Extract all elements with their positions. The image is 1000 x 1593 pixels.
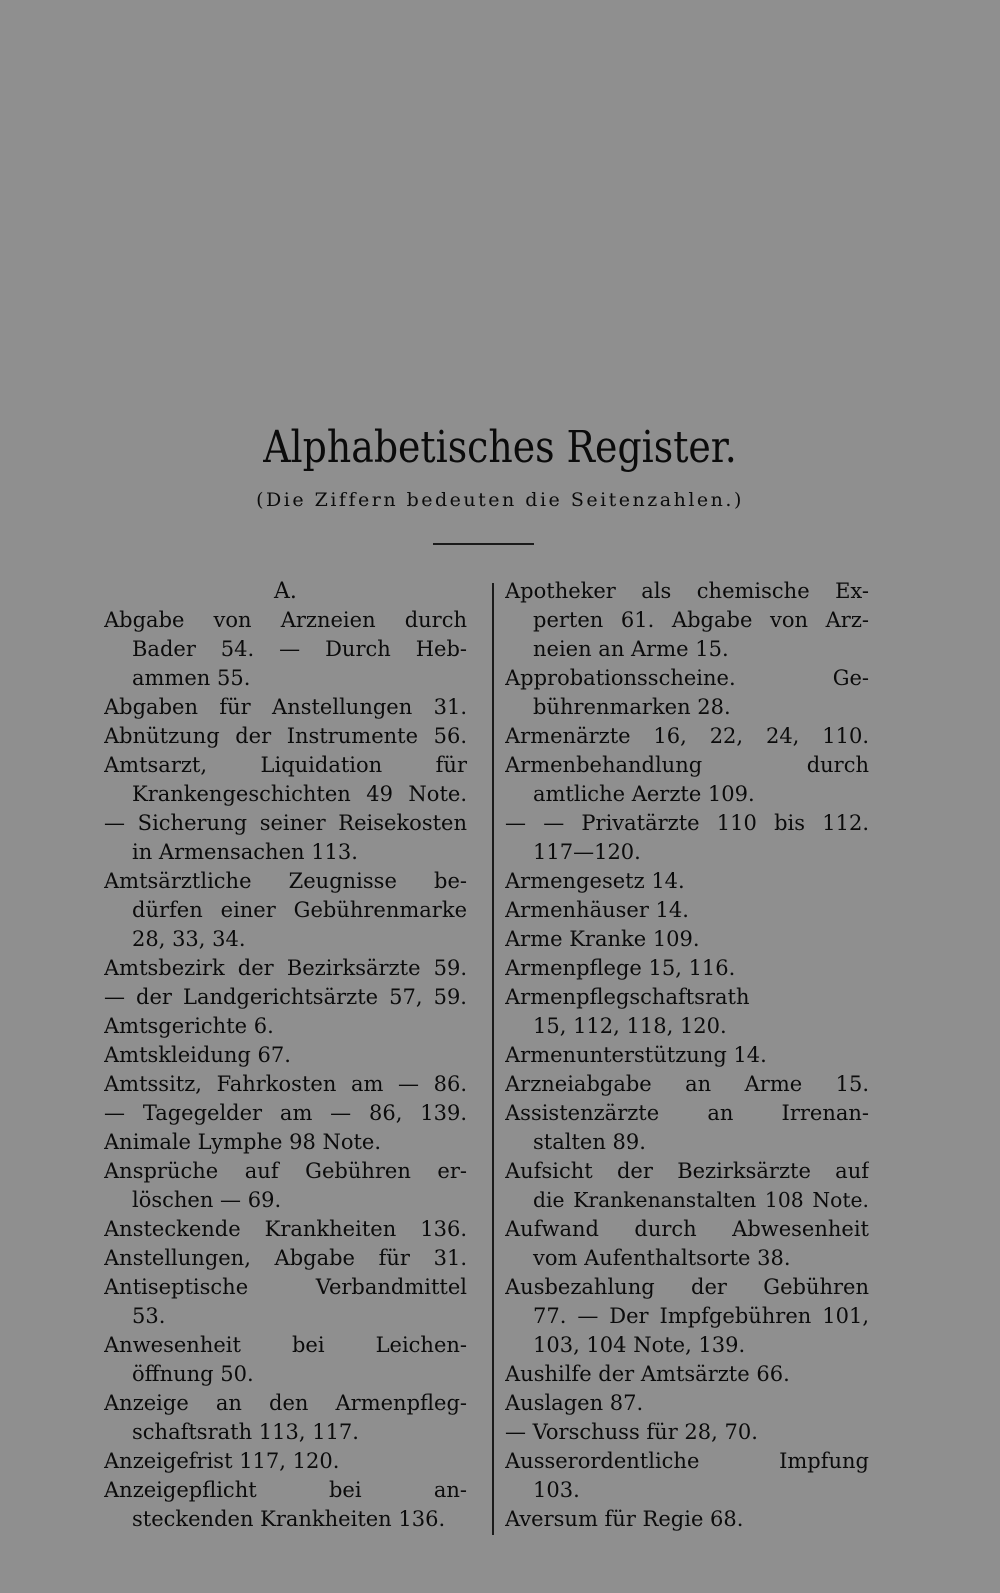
index-entry-line: Anstellungen, Abgabe für 31.: [104, 1246, 467, 1270]
index-entry-continuation: Krankengeschichten 49 Note.: [132, 782, 467, 806]
index-entry-line: Armenhäuser 14.: [505, 898, 689, 922]
index-entry-line: Abgaben für Anstellungen 31.: [104, 695, 467, 719]
index-entry-continuation: öffnung 50.: [132, 1362, 254, 1386]
index-entry-line: Auslagen 87.: [505, 1391, 644, 1415]
index-entry-line: Armengesetz 14.: [505, 869, 685, 893]
index-entry-continuation: ammen 55.: [132, 666, 251, 690]
index-entry-line: Armenärzte 16, 22, 24, 110.: [505, 724, 869, 748]
index-entry-line: Ansprüche auf Gebühren er-: [104, 1159, 467, 1183]
index-entry-line: Anzeigepflicht bei an-: [104, 1478, 467, 1502]
index-entry-line: Ausbezahlung der Gebühren: [505, 1275, 869, 1299]
index-entry-line: Animale Lymphe 98 Note.: [104, 1130, 382, 1154]
index-entry-line: Armenpflegschaftsrath: [505, 985, 750, 1009]
index-entry-continuation: neien an Arme 15.: [533, 637, 729, 661]
index-entry-continuation: 15, 112, 118, 120.: [533, 1014, 727, 1038]
index-entry-line: — Sicherung seiner Reisekosten: [104, 811, 467, 835]
index-entry-line: Amtssitz, Fahrkosten am — 86.: [104, 1072, 467, 1096]
title-rule: [433, 543, 534, 545]
index-entry-line: Abnützung der Instrumente 56.: [104, 724, 467, 748]
index-entry-line: Armenbehandlung durch: [505, 753, 869, 777]
index-entry-continuation: perten 61. Abgabe von Arz-: [533, 608, 869, 632]
index-entry-line: — Vorschuss für 28, 70.: [505, 1420, 758, 1444]
index-entry-line: Amtsärztliche Zeugnisse be-: [104, 869, 467, 893]
index-entry-line: Anwesenheit bei Leichen-: [104, 1333, 467, 1357]
index-entry-line: Amtsbezirk der Bezirksärzte 59.: [104, 956, 467, 980]
index-entry-continuation: stalten 89.: [533, 1130, 646, 1154]
index-entry-line: Armenpflege 15, 116.: [505, 956, 736, 980]
index-entry-continuation: 117—120.: [533, 840, 641, 864]
page-title: Alphabetisches Register.: [263, 422, 737, 473]
index-entry-continuation: vom Aufenthaltsorte 38.: [533, 1246, 791, 1270]
index-entry-continuation: 28, 33, 34.: [132, 927, 246, 951]
left-entry-list: [104, 606, 467, 1534]
right-entry-list: [505, 577, 869, 1534]
index-entry-line: Anzeige an den Armenpfleg-: [104, 1391, 467, 1415]
index-entry-continuation: dürfen einer Gebührenmarke: [132, 898, 467, 922]
index-entry-line: Aversum für Regie 68.: [505, 1507, 744, 1531]
index-entry-line: Aushilfe der Amtsärzte 66.: [505, 1362, 790, 1386]
index-entry-continuation: 77. — Der Impfgebühren 101,: [533, 1304, 869, 1328]
index-entry-line: Amtsgerichte 6.: [104, 1014, 274, 1038]
index-entry-continuation: die Krankenanstalten 108 Note.: [533, 1188, 869, 1212]
index-entry-continuation: schaftsrath 113, 117.: [132, 1420, 359, 1444]
index-entry-line: Amtsarzt, Liquidation für: [104, 753, 467, 777]
index-entry-line: — der Landgerichtsärzte 57, 59.: [104, 985, 467, 1009]
index-entry-line: Abgabe von Arzneien durch: [104, 608, 467, 632]
index-entry-line: Apotheker als chemische Ex-: [505, 579, 869, 603]
index-entry-line: Amtskleidung 67.: [104, 1043, 291, 1067]
index-entry-line: Anzeigefrist 117, 120.: [104, 1449, 340, 1473]
section-letter: A.: [274, 579, 297, 604]
index-entry-continuation: bührenmarken 28.: [533, 695, 731, 719]
index-entry-line: Armenunterstützung 14.: [505, 1043, 767, 1067]
index-entry-line: Ansteckende Krankheiten 136.: [104, 1217, 467, 1241]
index-entry-line: Arme Kranke 109.: [505, 927, 700, 951]
index-entry-continuation: löschen — 69.: [132, 1188, 282, 1212]
page-subtitle: (Die Ziffern bedeuten die Seitenzahlen.): [256, 489, 744, 511]
index-entry-line: Aufsicht der Bezirksärzte auf: [505, 1159, 869, 1183]
index-entry-continuation: Bader 54. — Durch Heb-: [132, 637, 467, 661]
index-entry-line: Ausserordentliche Impfung: [505, 1449, 869, 1473]
index-entry-continuation: in Armensachen 113.: [132, 840, 358, 864]
index-entry-continuation: 103, 104 Note, 139.: [533, 1333, 746, 1357]
index-entry-line: — Tagegelder am — 86, 139.: [104, 1101, 467, 1125]
index-entry-continuation: steckenden Krankheiten 136.: [132, 1507, 446, 1531]
index-entry-line: Assistenzärzte an Irrenan-: [505, 1101, 869, 1125]
index-entry-line: — — Privatärzte 110 bis 112.: [505, 811, 869, 835]
index-entry-continuation: 103.: [533, 1478, 580, 1502]
index-column-left: [104, 577, 467, 1534]
index-column-right: [505, 577, 869, 1534]
index-entry-continuation: 53.: [132, 1304, 166, 1328]
index-entry-continuation: amtliche Aerzte 109.: [533, 782, 755, 806]
index-entry-line: Antiseptische Verbandmittel: [104, 1275, 467, 1299]
index-entry-line: Aufwand durch Abwesenheit: [505, 1217, 869, 1241]
column-divider: [492, 583, 494, 1535]
index-entry-line: Approbationsscheine. Ge-: [505, 666, 869, 690]
index-entry-line: Arzneiabgabe an Arme 15.: [505, 1072, 869, 1096]
